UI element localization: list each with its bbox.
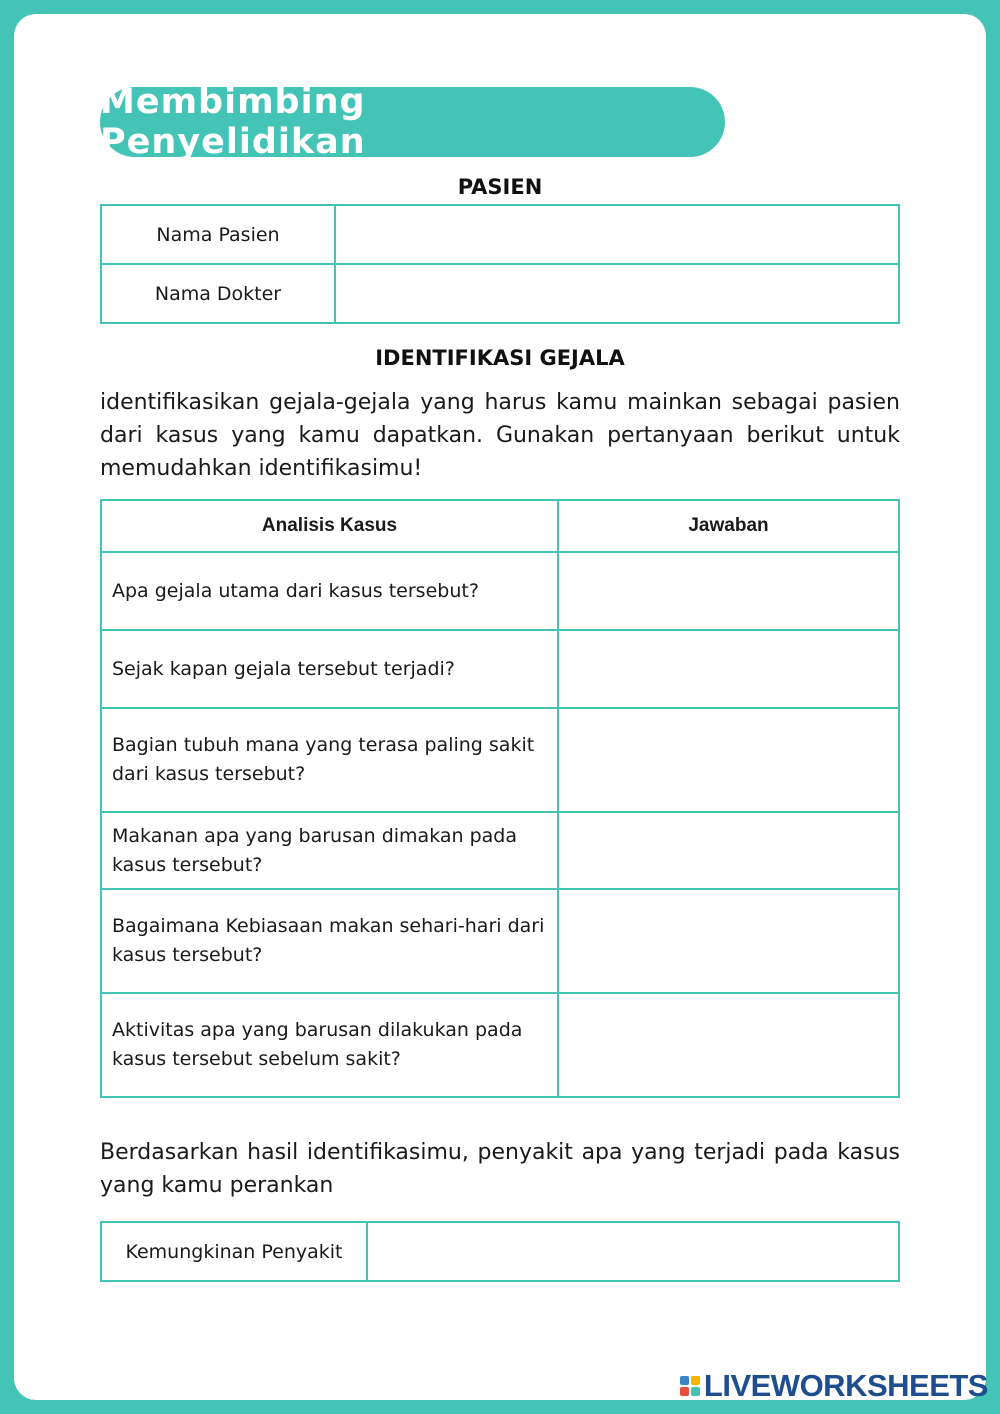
table-row [101, 889, 899, 993]
liveworksheets-logo [680, 1368, 988, 1404]
logo-text: LIVEWORKSHEETS [703, 1368, 988, 1403]
identifikasi-instruction: identifikasikan gejala-gejala yang harus kamu mainkan sebagai pasien dari kasus yang kamu dapatkan. Gunakan pertanyaan berikut untuk memudahkan identifikasimu! [100, 390, 900, 481]
nama-dokter-label: Nama Dokter [101, 264, 335, 323]
liveworksheets-icon [680, 1376, 700, 1396]
question-cell: Bagian tubuh mana yang terasa paling sakit dari kasus tersebut? [101, 708, 558, 812]
nama-dokter-field[interactable] [335, 264, 899, 323]
question-cell: Bagaimana Kebiasaan makan sehari-hari dari kasus tersebut? [101, 889, 558, 993]
answer-field[interactable] [558, 812, 899, 889]
table-row [101, 552, 899, 630]
table-row [101, 264, 899, 323]
answer-field[interactable] [558, 889, 899, 993]
table-header-row [101, 500, 899, 552]
table-row [101, 1222, 899, 1281]
answer-field[interactable] [558, 993, 899, 1097]
nama-pasien-field[interactable] [335, 205, 899, 264]
answer-field[interactable] [558, 630, 899, 708]
answer-field[interactable] [558, 552, 899, 630]
question-cell: Sejak kapan gejala tersebut terjadi? [101, 630, 558, 708]
kesimpulan-instruction: Berdasarkan hasil identifikasimu, penyakit apa yang terjadi pada kasus yang kamu perankan [100, 1140, 900, 1198]
analisis-kasus-header: Analisis Kasus [101, 500, 558, 552]
nama-pasien-label: Nama Pasien [101, 205, 335, 264]
question-cell: Aktivitas apa yang barusan dilakukan pada kasus tersebut sebelum sakit? [101, 993, 558, 1097]
title-banner [100, 82, 725, 162]
analisis-table [100, 499, 900, 1098]
page-title: Membimbing Penyelidikan [100, 82, 366, 162]
pasien-table [100, 204, 900, 324]
pasien-heading: PASIEN [457, 175, 543, 199]
kemungkinan-penyakit-field[interactable] [367, 1222, 899, 1281]
table-row [101, 993, 899, 1097]
question-cell: Makanan apa yang barusan dimakan pada kasus tersebut? [101, 812, 558, 889]
table-row [101, 630, 899, 708]
question-cell: Apa gejala utama dari kasus tersebut? [101, 552, 558, 630]
answer-field[interactable] [558, 708, 899, 812]
jawaban-header: Jawaban [558, 500, 899, 552]
table-row [101, 812, 899, 889]
kemungkinan-table [100, 1221, 900, 1282]
table-row [101, 708, 899, 812]
kemungkinan-penyakit-label: Kemungkinan Penyakit [101, 1222, 367, 1281]
identifikasi-heading: IDENTIFIKASI GEJALA [375, 346, 625, 370]
table-row [101, 205, 899, 264]
